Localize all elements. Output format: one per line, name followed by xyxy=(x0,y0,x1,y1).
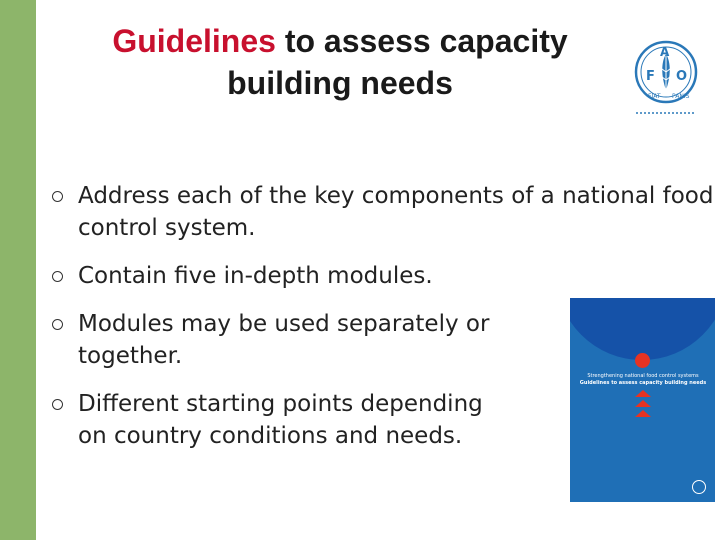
title-highlight: Guidelines xyxy=(112,23,276,59)
cover-book-title: Guidelines to assess capacity building needs xyxy=(579,380,707,386)
bullet-item xyxy=(50,180,720,244)
bullet-item xyxy=(50,260,720,292)
cover-circle-shape xyxy=(570,298,715,360)
circle-bullet-icon xyxy=(52,399,63,410)
bullet-text: Address each of the key components of a national food control system. xyxy=(78,183,714,241)
slide-title xyxy=(60,20,620,104)
circle-bullet-icon xyxy=(52,271,63,282)
bullet-item xyxy=(50,308,518,372)
cover-series-title: Strengthening national food control systems xyxy=(587,373,699,379)
logo-letter-f: F xyxy=(646,69,655,84)
circle-bullet-icon xyxy=(52,319,63,330)
bullet-text: Modules may be used separately or together. xyxy=(78,311,490,369)
cover-fao-mark-icon xyxy=(692,480,706,494)
bullet-text: Different starting points depending on country conditions and needs. xyxy=(78,391,483,449)
logo-motto-left: FIAT xyxy=(648,93,661,100)
circle-bullet-icon xyxy=(52,191,63,202)
logo-motto-right: PANIS xyxy=(672,93,690,100)
logo-letter-o: O xyxy=(676,69,688,84)
fao-logo-icon xyxy=(630,36,702,116)
cover-arrows-icon xyxy=(635,390,651,420)
bullet-item xyxy=(50,388,518,452)
fao-logo xyxy=(630,36,702,116)
logo-letter-a: A xyxy=(660,45,670,59)
bullet-text: Contain five in-depth modules. xyxy=(78,263,433,289)
sidebar-accent-bar xyxy=(0,0,36,540)
cover-red-dot xyxy=(635,353,650,368)
publication-cover-image xyxy=(570,298,715,502)
title-rest: to assess capacity building needs xyxy=(227,23,568,101)
